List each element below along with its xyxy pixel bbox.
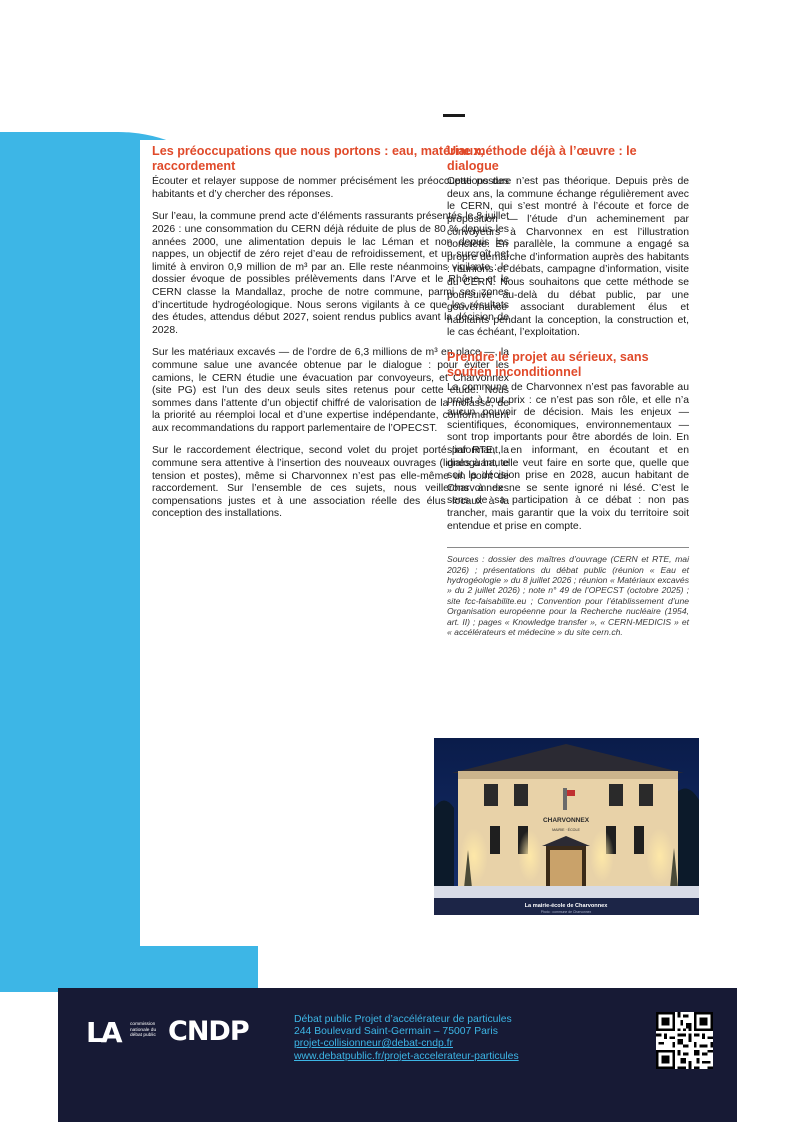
contact-block [294, 1014, 519, 1063]
heading-methode: Une méthode déjà à l’œuvre : le dialogue [447, 144, 637, 173]
paragraph-methode: Cette posture n’est pas théorique. Depuis près de deux ans, la commune échange régulièrement avec le CERN, qui s’est montré à l’écoute et force de proposition — l’étude d’un acheminement par convoyeurs à Charvonnex en est l’illustration concrète. En parallèle, la commune a engagé sa propre démarche d’information auprès des habitants : réunions et débats, campagne d’information, visite du CERN. Nous souhaitons que cette méthode se poursuive au-delà du débat public, par une gouvernance associant durablement élus et habitants pendant la conception, la construction et, le cas échéant, l’exploitation. [447, 176, 689, 339]
contact-email-link[interactable]: projet-collisionneur@debat-cndp.fr [294, 1038, 453, 1050]
photo-credit: Photo : commune de Charvonnex [540, 910, 592, 914]
heading-projet-serieux: Prendre le projet au sérieux, sans soutien inconditionnel [447, 349, 649, 379]
logo-subtitle: commission nationale du débat public [130, 1022, 157, 1039]
paragraph-projet-serieux: La commune de Charvonnex n’est pas favorable au projet à tout prix : ce n’est pas son rôle, et elle n’a aucun pouvoir de décision. Mais les enjeux — scientifiques, économiques, environnementaux — sont trop importants pour être abordés de loin. En s’informant, en informant, en écoutant et en dialoguant, elle veut faire en sorte que, quelle que soit la décision prise en 2028, aucun habitant de Charvonnex ne se sente ignoré ni lésé. C’est le sens de sa participation à ce débat : non pas trancher, mais garantir que la voix du territoire soit entendue et prise en compte. [447, 382, 689, 532]
paragraph-materiaux: Sur les matériaux excavés — de l’ordre de 6,3 millions de m³ en place —, la commune salue une avancée obtenue par le dialogue : pour éviter les camions, le CERN étudie une évacuation par convoyeurs, et Charvonnex (site PG) est l’un des deux seuls sites retenus pour cette étude. Nous sommes dans l’attente d’un objectif chiffré de valorisation de la molasse, de la priorité au réemploi local et d’une expertise indépendante, conformément aux recommandations du rapport parlementaire de l’OPECST. [152, 347, 509, 434]
town-hall-subsign: MAIRIE · ÉCOLE [552, 828, 580, 832]
contact-address: 244 Boulevard Saint-Germain – 75007 Paris [294, 1026, 498, 1038]
logo-la: LA [86, 1016, 120, 1049]
right-column [447, 144, 689, 637]
town-hall-sign: CHARVONNEX [542, 817, 590, 824]
footer [58, 988, 737, 1122]
heading-preoccupations: Les préoccupations que nous portons : eau, matériaux, raccordement [152, 144, 484, 173]
sources-note: Sources : dossier des maîtres d’ouvrage (CERN et RTE, mai 2026) ; présentations du débat public (réunion « Eau et hydrogéologie » du 8 juillet 2026 ; réunion « Matériaux excavés » du 2 juillet 2026) ; note n° 49 de l’OPECST (octobre 2025) ; site fcc-faisabilite.eu ; Convention pour l’établissement d’une Organisation européenne pour la Recherche nucléaire (1954, art. II) ; pages « Knowledge transfer », « CERN-MEDICIS » et « accélérateurs et médecine » du site cern.ch. [447, 547, 689, 637]
paragraph-eau: Sur l’eau, la commune prend acte d’éléments rassurants présentés le 8 juillet 2026 : une consommation du CERN déjà réduite de plus de 80 % depuis les années 2000, une alimentation depuis le lac Léman et non depuis les nappes, un objectif de zéro rejet d’eau de refroidissement, et un surcroît net limité à environ 0,9 million de m³ par an. Elle reste néanmoins vigilante : le dossier évoque de possibles prélèvements dans l’Arve et le Rhône, et le CERN classe la Mandallaz, proche de notre commune, parmi ses zones d’incertitude hydrogéologique. Nous serons vigilants à ce que les résultats des études, attendus début 2027, soient rendus publics avant la décision de 2028. [152, 211, 509, 336]
section-dash [443, 114, 465, 117]
contact-title: Débat public Projet d’accélérateur de particules [294, 1014, 512, 1025]
paragraph-raccordement: Sur le raccordement électrique, second volet du projet porté par RTE, la commune sera attentive à l’insertion des nouveaux ouvrages (lignes à haute tension et postes), même si Charvonnex n’est pas elle-même un point de raccordement. Sur l’ensemble de ces sujets, nous veillerons à des compensations justes et à une association réelle des élus locaux à la conception des installations. [152, 445, 509, 520]
photo-caption: La mairie-école de Charvonnex [524, 903, 608, 909]
qr-code[interactable] [656, 1012, 713, 1069]
logo-cndp: CNDP [168, 1016, 249, 1047]
cndp-logo [86, 1014, 256, 1048]
paragraph-intro: Écouter et relayer suppose de nommer précisément les préoccupations des habitants et d’y chercher des réponses. [152, 176, 509, 200]
website-link[interactable]: www.debatpublic.fr/projet-accelerateur-particules [294, 1050, 519, 1062]
town-hall-photo [434, 738, 699, 915]
